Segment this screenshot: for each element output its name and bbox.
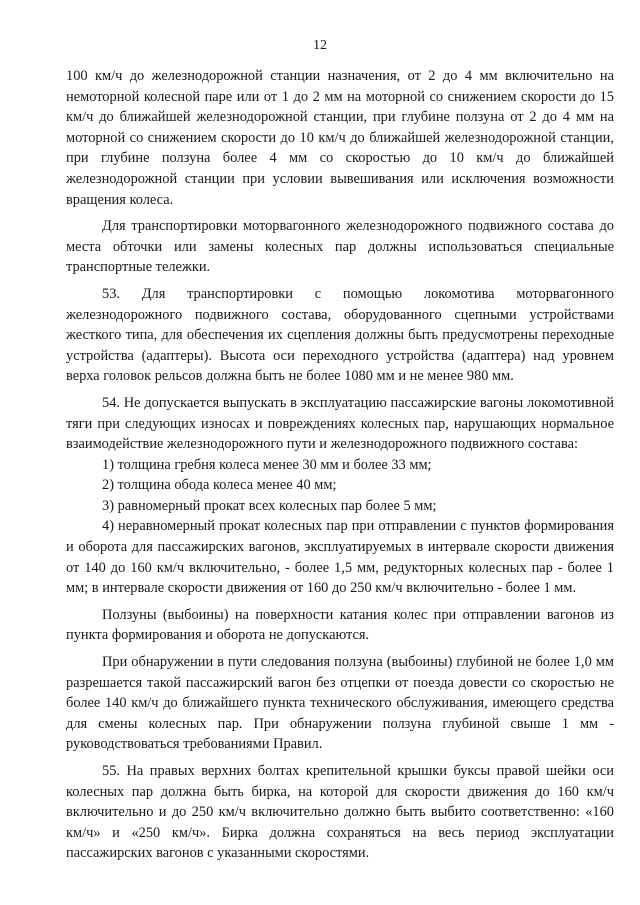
paragraph-flats-not-allowed: Ползуны (выбоины) на поверхности катания колес при отправлении вагонов из пункта формирования и оборота не допускаются. bbox=[66, 606, 614, 644]
paragraph-continuation: 100 км/ч до железнодорожной станции назначения, от 2 до 4 мм включительно на немоторной колесной паре или от 1 до 2 мм на моторной со снижением скорости до 15 км/ч до ближайшей железнодорожной станции, при глубине ползуна от 2 до 4 мм на моторной со снижением скорости до 10 км/ч до ближайшей железнодорожной станции, при глубине ползуна более 4 мм со скоростью до 10 км/ч до ближайшей железнодорожной станции при условии вывешивания или исключения возможности вращения колеса. bbox=[66, 68, 614, 208]
paragraph-53: 53. Для транспортировки с помощью локомотива моторвагонного железнодорожного подвижного состава, оборудованного сцепными устройствами жесткого типа, для обеспечения их сцепления должны быть предусмотрены переходные устройства (адаптеры). Высота оси переходного устройства (адаптера) над уровнем верха головок рельсов должна быть не более 1080 мм и не менее 980 мм. bbox=[66, 285, 614, 385]
list-item-2: 2) толщина обода колеса менее 40 мм; bbox=[102, 477, 337, 494]
paragraph-54: 54. Не допускается выпускать в эксплуатацию пассажирские вагоны локомотивной тяги при следующих износах и повреждениях колесных пар, нарушающих нормальное взаимодействие железнодорожного пути и железнодорожного подвижного состава: bbox=[66, 394, 614, 453]
list-item-1: 1) толщина гребня колеса менее 30 мм и более 33 мм; bbox=[102, 456, 432, 473]
paragraph-transport-bogies: Для транспортировки моторвагонного железнодорожного подвижного состава до места обточки или замены колесных пар должны использоваться специальные транспортные тележки. bbox=[66, 218, 614, 276]
paragraph-flats-en-route: При обнаружении в пути следования ползуна (выбоины) глубиной не более 1,0 мм разрешается такой пассажирский вагон без отцепки от поезда довести со скоростью не более 140 км/ч до ближайшего пункта технического обслуживания, имеющего средства для смены колесных пар. При обнаружении ползуна глубиной свыше 1 мм - руководствоваться требованиями Правил. bbox=[66, 654, 614, 753]
paragraph-55: 55. На правых верхних болтах крепительной крышки буксы правой шейки оси колесных пар должна быть бирка, на которой для скорости движения до 160 км/ч включительно и до 250 км/ч включительно должно быть выбито соответственно: «160 км/ч» и «250 км/ч». Бирка должна сохраняться на весь период эксплуатации пассажирских вагонов с указанными скоростями. bbox=[66, 763, 614, 862]
list-item-3: 3) равномерный прокат всех колесных пар более 5 мм; bbox=[102, 497, 437, 514]
page-number: 12 bbox=[313, 38, 327, 53]
list-item-4: 4) неравномерный прокат колесных пар при отправлении с пунктов формирования и оборота для пассажирских вагонов, эксплуатируемых в интервале скорости движения от 140 до 160 км/ч включительно, - более 1,5 мм, редукторных колесных пар - более 1 мм; в интервале скорости движения от 160 до 250 км/ч включительно - более 1 мм. bbox=[66, 518, 614, 597]
document-body bbox=[66, 66, 614, 870]
